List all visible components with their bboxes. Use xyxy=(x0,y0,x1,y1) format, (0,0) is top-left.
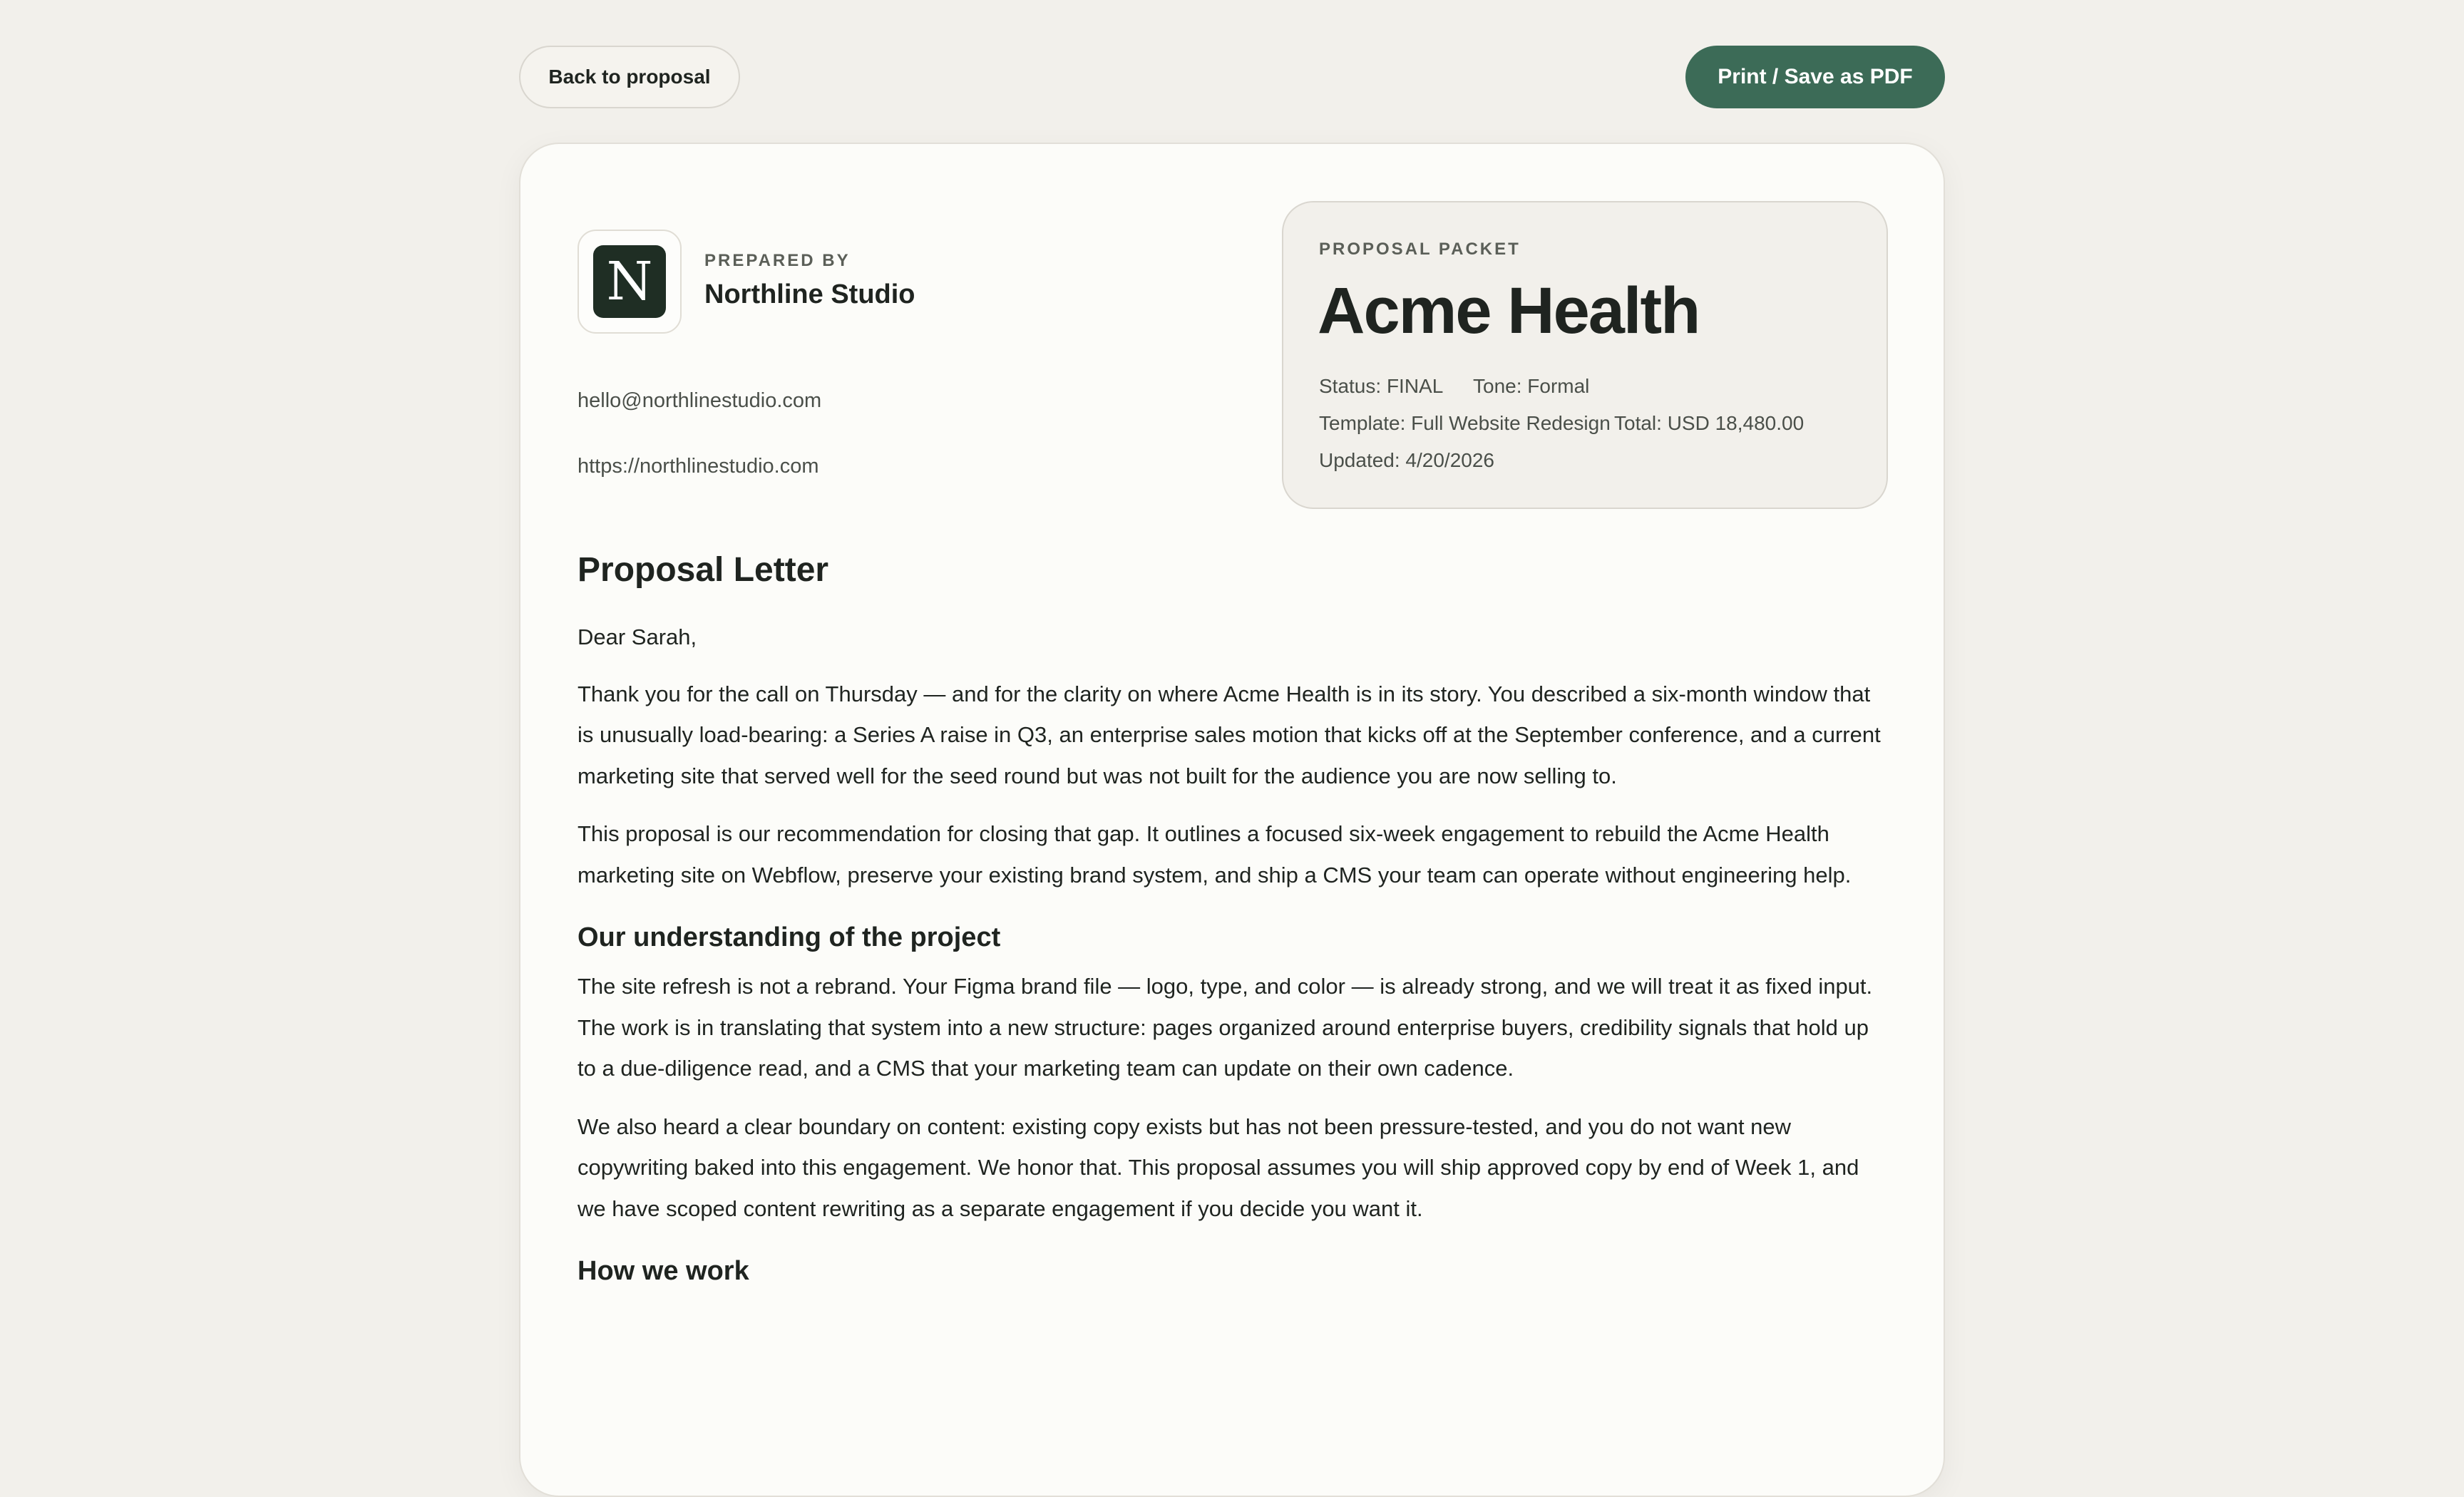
studio-email: hello@northlinestudio.com xyxy=(578,389,822,412)
client-name: Acme Health xyxy=(1318,274,1700,347)
letter-paragraph: This proposal is our recommendation for closing that gap. It outlines a focused six-week engagement to rebuild the Acme Health marketing site on Webflow, preserve your existing brand system, and ship a CMS your team can operate without engineering help. xyxy=(578,821,1852,888)
studio-logo-mark: N xyxy=(593,245,666,318)
packet-label: PROPOSAL PACKET xyxy=(1319,240,1521,259)
understanding-heading: Our understanding of the project xyxy=(578,922,1001,952)
studio-logo xyxy=(578,230,682,334)
proposal-packet-summary xyxy=(1282,201,1888,509)
how-we-work-heading: How we work xyxy=(578,1256,749,1286)
letter-paragraph: Thank you for the call on Thursday — and for the clarity on where Acme Health is in its story. You described a six-month window that is unusually load-bearing: a Series A raise in Q3, an enterprise sales motion that kicks off at the September conference, and a current marketing site that served well for the seed round but was not built for the audience you are now selling to. xyxy=(578,681,1881,788)
proposal-document xyxy=(519,143,1945,1497)
top-toolbar xyxy=(519,46,1945,108)
letter-paragraph: The site refresh is not a rebrand. Your Figma brand file — logo, type, and color — is already strong, and we will treat it as fixed input. The work is in translating that system into a new structure: pages organized around enterprise buyers, credibility signals that hold up to a due-diligence read, and a CMS that your marketing team can update on their own cadence. xyxy=(578,974,1873,1081)
updated-value: Updated: 4/20/2026 xyxy=(1319,449,1494,471)
letter-paragraph: We also heard a clear boundary on content: existing copy exists but has not been pressure-tested, and you do not want new copywriting baked into this engagement. We honor that. This proposal assumes you will ship approved copy by end of Week 1, and we have scoped content rewriting as a separate engagement if you decide you want it. xyxy=(578,1113,1859,1221)
tone-value: Tone: Formal xyxy=(1473,375,1590,397)
template-value: Template: Full Website Redesign xyxy=(1319,412,1611,434)
studio-website: https://northlinestudio.com xyxy=(578,455,819,478)
studio-name: Northline Studio xyxy=(704,279,915,309)
letter-heading: Proposal Letter xyxy=(578,551,829,589)
print-save-pdf-button[interactable]: Print / Save as PDF xyxy=(1685,46,1945,108)
letter-body xyxy=(578,550,1889,1300)
status-value: Status: FINAL xyxy=(1319,375,1444,397)
back-to-proposal-button[interactable]: Back to proposal xyxy=(519,46,740,108)
letter-greeting: Dear Sarah, xyxy=(578,624,697,649)
total-value: Total: USD 18,480.00 xyxy=(1614,412,1805,434)
prepared-by-label: PREPARED BY xyxy=(704,251,851,270)
